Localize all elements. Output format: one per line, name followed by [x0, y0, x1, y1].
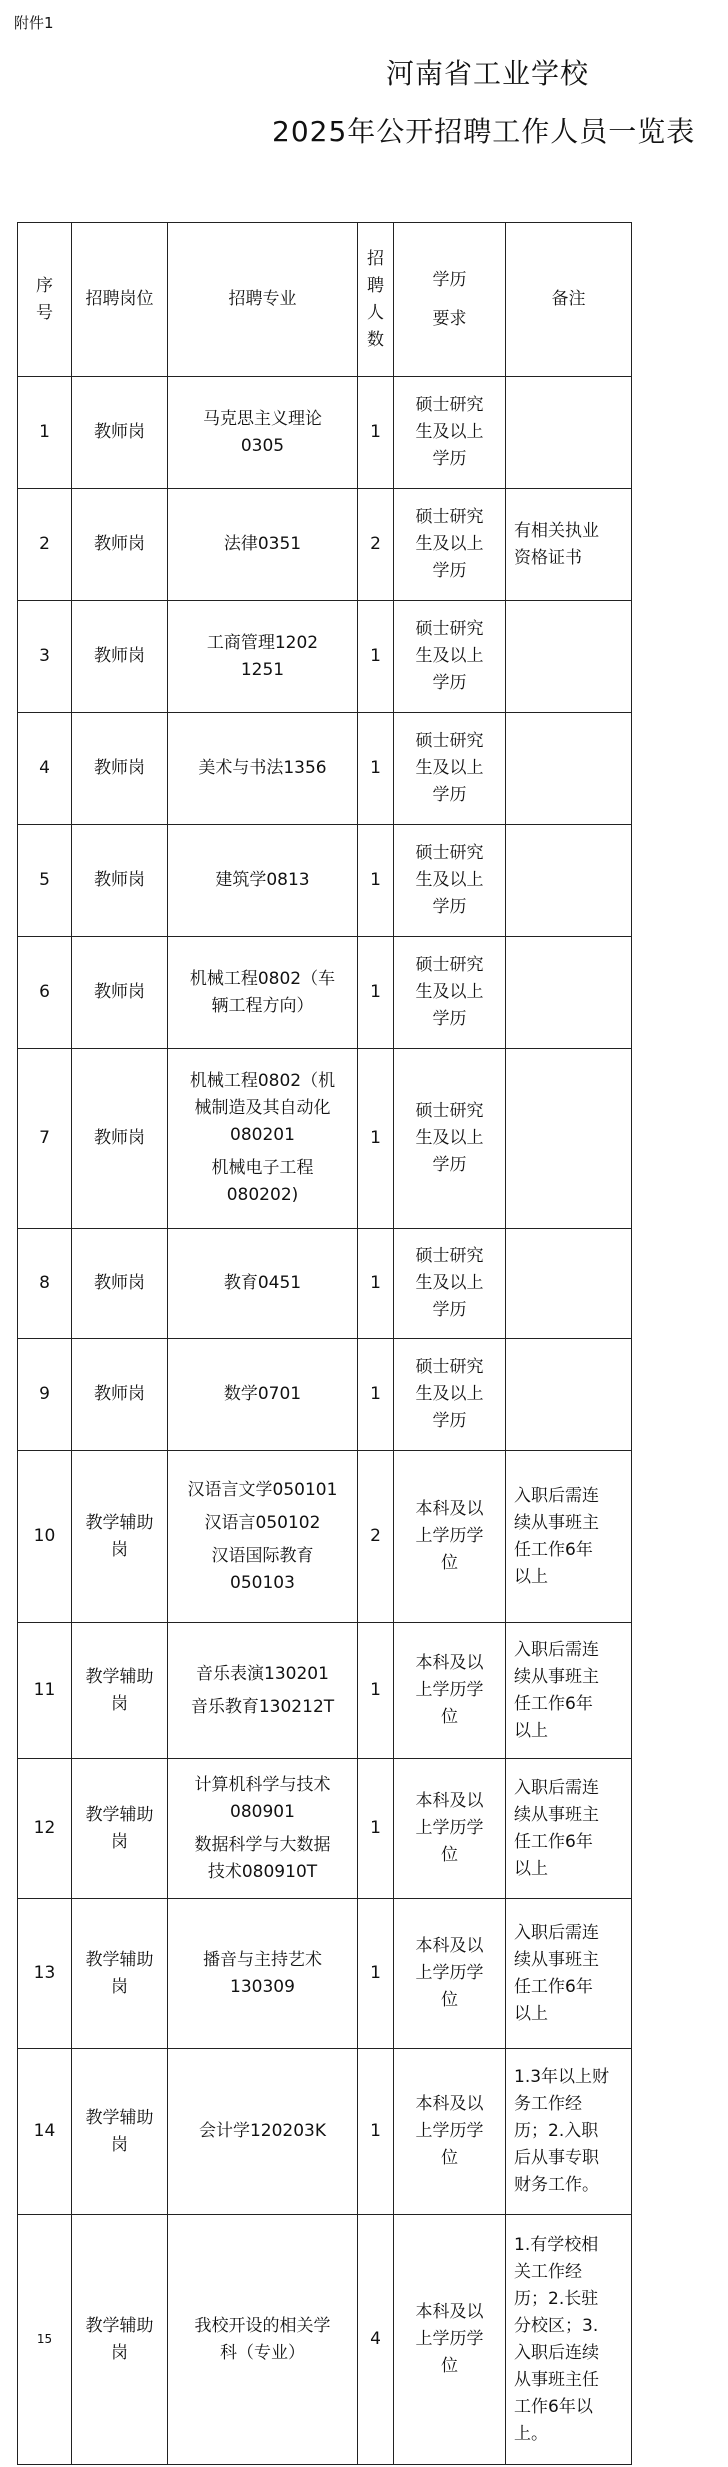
cell-education: [394, 1451, 506, 1623]
cell-education: [394, 825, 506, 937]
cell-education-line: 位: [441, 2356, 458, 2376]
cell-major: [168, 1623, 358, 1759]
cell-remarks: [506, 377, 632, 489]
cell-education: [394, 1759, 506, 1899]
table-row: [18, 1899, 632, 2049]
cell-count: 1: [358, 825, 394, 937]
header-remarks: 备注: [506, 223, 632, 377]
table-row: [18, 1451, 632, 1623]
cell-position: [72, 713, 168, 825]
cell-major: [168, 1339, 358, 1451]
cell-no: 13: [18, 1899, 72, 2049]
cell-count: 1: [358, 1899, 394, 2049]
cell-position-line: 教师岗: [94, 1384, 145, 1404]
cell-education-line: 位: [441, 1990, 458, 2010]
cell-remarks: [506, 1451, 632, 1623]
cell-position-line: 教学辅助: [85, 1949, 154, 1970]
cell-remarks-line: 入职后连续: [514, 2342, 599, 2363]
cell-education-line: 生及以上: [415, 870, 484, 890]
cell-major-line: 机械工程0802（车: [189, 968, 336, 989]
cell-education: [394, 1229, 506, 1339]
cell-remarks-line: 分校区；3.: [514, 2315, 599, 2336]
cell-remarks-line: 以上: [514, 2003, 548, 2024]
cell-major: [168, 1759, 358, 1899]
cell-major-line: 汉语言文学050101: [187, 1479, 338, 1500]
cell-remarks: [506, 825, 632, 937]
cell-major-line: 数据科学与大数据: [194, 1834, 331, 1855]
cell-remarks-line: 1.有学校相: [514, 2234, 599, 2255]
cell-education-line: 生及以上: [415, 758, 484, 778]
cell-education-line: 硕士研究: [415, 1101, 484, 1121]
cell-no: 6: [18, 937, 72, 1049]
cell-remarks-line: 1.3年以上财: [514, 2067, 610, 2087]
cell-education-line: 生及以上: [415, 646, 484, 666]
cell-education-line: 学历: [432, 1009, 467, 1029]
cell-position: [72, 1049, 168, 1229]
cell-remarks-line: 入职后需连: [514, 1485, 599, 1506]
cell-remarks-line: 续从事班主: [514, 1512, 599, 1533]
cell-major-line: 0305: [240, 435, 285, 456]
table-row: [18, 1229, 632, 1339]
cell-education: [394, 1339, 506, 1451]
cell-position: [72, 825, 168, 937]
cell-remarks-line: 有相关执业: [514, 520, 599, 541]
cell-no: 14: [18, 2049, 72, 2215]
cell-major: [168, 1899, 358, 2049]
cell-remarks: [506, 1229, 632, 1339]
cell-remarks-line: 从事班主任: [514, 2369, 599, 2390]
cell-position-line: 教师岗: [94, 870, 145, 890]
cell-position-line: 岗: [111, 2134, 128, 2155]
cell-position-line: 教师岗: [94, 1128, 145, 1148]
cell-education-line: 位: [441, 1707, 458, 1727]
cell-count: 1: [358, 1759, 394, 1899]
cell-education: [394, 1899, 506, 2049]
cell-education-line: 本科及以: [415, 1499, 484, 1519]
cell-count: 4: [358, 2215, 394, 2465]
cell-count: 1: [358, 377, 394, 489]
cell-remarks: [506, 1049, 632, 1229]
cell-education-line: 位: [441, 2148, 458, 2168]
cell-education-line: 上学历学: [415, 1818, 484, 1838]
cell-major: [168, 2049, 358, 2215]
cell-major: [168, 713, 358, 825]
cell-no: 8: [18, 1229, 72, 1339]
cell-count: 1: [358, 1623, 394, 1759]
cell-position: [72, 1759, 168, 1899]
cell-education: [394, 377, 506, 489]
cell-no: 11: [18, 1623, 72, 1759]
cell-major: [168, 1451, 358, 1623]
header-count: 招 聘 人 数: [358, 223, 394, 377]
cell-remarks-line: 历；2.入职: [514, 2121, 599, 2141]
cell-remarks-line: 任工作6年: [514, 1539, 593, 1560]
cell-major-line: 机械电子工程: [211, 1158, 314, 1178]
cell-major-line: 技术080910T: [207, 1861, 318, 1882]
cell-major-line: 辆工程方向）: [211, 995, 314, 1016]
cell-education: [394, 601, 506, 713]
cell-remarks: [506, 2049, 632, 2215]
cell-remarks-line: 历；2.长驻: [514, 2288, 599, 2309]
cell-education-line: 学历: [432, 561, 467, 581]
cell-no: 2: [18, 489, 72, 601]
cell-remarks: [506, 601, 632, 713]
cell-position-line: 教学辅助: [85, 1804, 154, 1825]
cell-no: 1: [18, 377, 72, 489]
cell-major-line: 会计学120203K: [198, 2121, 327, 2141]
cell-count: 1: [358, 1339, 394, 1451]
cell-education: [394, 1623, 506, 1759]
cell-major-line: 080202): [226, 1185, 299, 1205]
cell-education: [394, 1049, 506, 1229]
cell-no: 7: [18, 1049, 72, 1229]
cell-remarks-line: 务工作经: [514, 2094, 582, 2114]
cell-remarks-line: 续从事班主: [514, 1666, 599, 1687]
table-row: [18, 601, 632, 713]
cell-education-line: 硕士研究: [415, 507, 484, 527]
doc-title-table: 2025年公开招聘工作人员一览表: [272, 115, 696, 148]
cell-position-line: 教师岗: [94, 982, 145, 1002]
cell-remarks: [506, 937, 632, 1049]
cell-remarks-line: 财务工作。: [514, 2175, 599, 2195]
cell-education: [394, 2215, 506, 2465]
cell-major-line: 械制造及其自动化: [194, 1098, 331, 1118]
cell-education-line: 学历: [432, 785, 467, 805]
cell-major-line: 科（专业）: [220, 2342, 305, 2363]
table-row: [18, 713, 632, 825]
cell-major-line: 机械工程0802（机: [189, 1071, 336, 1091]
cell-major-line: 130309: [230, 1976, 295, 1997]
cell-position-line: 教师岗: [94, 422, 145, 442]
cell-remarks-line: 任工作6年: [514, 1693, 593, 1714]
cell-major: [168, 1049, 358, 1229]
cell-major-line: 计算机科学与技术: [194, 1774, 331, 1795]
cell-major-line: 建筑学0813: [215, 870, 310, 890]
cell-education-line: 生及以上: [415, 982, 484, 1002]
cell-count: 2: [358, 489, 394, 601]
cell-remarks-line: 入职后需连: [514, 1777, 599, 1798]
cell-education-line: 学历: [432, 449, 467, 469]
cell-position-line: 岗: [111, 1693, 128, 1714]
cell-major: [168, 1229, 358, 1339]
cell-position-line: 教师岗: [94, 534, 145, 554]
cell-education-line: 上学历学: [415, 1526, 484, 1546]
cell-remarks: [506, 713, 632, 825]
cell-education-line: 硕士研究: [415, 1357, 484, 1377]
cell-education: [394, 937, 506, 1049]
cell-remarks: [506, 1759, 632, 1899]
cell-education-line: 硕士研究: [415, 955, 484, 975]
cell-major-line: 马克思主义理论: [203, 408, 322, 429]
cell-major: [168, 377, 358, 489]
cell-no: 5: [18, 825, 72, 937]
cell-remarks-line: 资格证书: [514, 547, 582, 568]
cell-position: [72, 2215, 168, 2465]
cell-remarks: [506, 489, 632, 601]
cell-major-line: 数学0701: [223, 1384, 302, 1404]
cell-remarks-line: 以上: [514, 1566, 548, 1587]
table-row: [18, 1623, 632, 1759]
cell-count: 1: [358, 601, 394, 713]
table-body: [18, 377, 632, 2465]
cell-major: [168, 825, 358, 937]
cell-education-line: 上学历学: [415, 1680, 484, 1700]
cell-education-line: 位: [441, 1845, 458, 1865]
cell-no: 9: [18, 1339, 72, 1451]
cell-education-line: 生及以上: [415, 1273, 484, 1293]
cell-count: 1: [358, 1049, 394, 1229]
cell-position: [72, 489, 168, 601]
table-row: [18, 377, 632, 489]
cell-major-line: 我校开设的相关学: [194, 2315, 331, 2336]
cell-position-line: 岗: [111, 1976, 128, 1997]
cell-remarks: [506, 2215, 632, 2465]
cell-major-line: 音乐表演130201: [196, 1663, 329, 1684]
cell-education: [394, 489, 506, 601]
cell-no: 3: [18, 601, 72, 713]
cell-no: 4: [18, 713, 72, 825]
table-row: [18, 2215, 632, 2465]
cell-position: [72, 377, 168, 489]
cell-position-line: 岗: [111, 1539, 128, 1560]
cell-remarks-line: 续从事班主: [514, 1949, 599, 1970]
cell-major: [168, 489, 358, 601]
cell-position-line: 教学辅助: [85, 1512, 154, 1533]
cell-position-line: 教学辅助: [85, 2107, 154, 2128]
table-row: [18, 1759, 632, 1899]
cell-major-line: 汉语言050102: [204, 1512, 321, 1533]
cell-education-line: 上学历学: [415, 2121, 484, 2141]
cell-major-line: 汉语国际教育: [211, 1545, 314, 1566]
cell-major-line: 教育0451: [223, 1273, 302, 1293]
cell-major-line: 音乐教育130212T: [190, 1696, 335, 1717]
annex-label: 附件1: [14, 14, 54, 32]
cell-position-line: 岗: [111, 1831, 128, 1852]
cell-position: [72, 1339, 168, 1451]
cell-major-line: 050103: [230, 1572, 295, 1593]
cell-remarks: [506, 1899, 632, 2049]
cell-remarks-line: 工作6年以: [514, 2396, 593, 2417]
cell-major-line: 播音与主持艺术: [203, 1949, 322, 1970]
cell-education-line: 位: [441, 1553, 458, 1573]
cell-count: 2: [358, 1451, 394, 1623]
cell-education-line: 硕士研究: [415, 731, 484, 751]
cell-education-line: 本科及以: [415, 1936, 484, 1956]
cell-remarks: [506, 1623, 632, 1759]
recruitment-table: [17, 222, 632, 2465]
cell-remarks-line: 入职后需连: [514, 1639, 599, 1660]
cell-position-line: 教师岗: [94, 646, 145, 666]
cell-education-line: 生及以上: [415, 1384, 484, 1404]
cell-major-line: 工商管理1202: [206, 632, 319, 653]
cell-major: [168, 937, 358, 1049]
table-row: [18, 2049, 632, 2215]
cell-education-line: 本科及以: [415, 1791, 484, 1811]
cell-major-line: 080901: [230, 1801, 295, 1822]
header-no: 序 号: [18, 223, 72, 377]
cell-education-line: 硕士研究: [415, 843, 484, 863]
cell-position: [72, 937, 168, 1049]
cell-major: [168, 601, 358, 713]
cell-education-line: 本科及以: [415, 1653, 484, 1673]
cell-position: [72, 1899, 168, 2049]
table-row: [18, 825, 632, 937]
cell-position-line: 教师岗: [94, 1273, 145, 1293]
cell-position: [72, 1451, 168, 1623]
cell-education-line: 本科及以: [415, 2302, 484, 2322]
cell-education-line: 学历: [432, 673, 467, 693]
cell-position: [72, 2049, 168, 2215]
cell-no: 15: [18, 2215, 72, 2465]
cell-remarks: [506, 1339, 632, 1451]
cell-remarks-line: 以上: [514, 1858, 548, 1879]
cell-education-line: 上学历学: [415, 2329, 484, 2349]
doc-title-school: 河南省工业学校: [386, 57, 590, 90]
cell-education-line: 硕士研究: [415, 619, 484, 639]
cell-count: 1: [358, 713, 394, 825]
cell-position: [72, 601, 168, 713]
cell-count: 1: [358, 1229, 394, 1339]
table-row: [18, 489, 632, 601]
cell-major-line: 080201: [230, 1125, 295, 1145]
table-row: [18, 1049, 632, 1229]
table-row: [18, 937, 632, 1049]
header-education: 学历 要求: [394, 223, 506, 377]
cell-no: 12: [18, 1759, 72, 1899]
cell-remarks-line: 关工作经: [514, 2261, 582, 2282]
cell-position-line: 教师岗: [94, 758, 145, 778]
cell-remarks-line: 后从事专职: [514, 2148, 599, 2168]
cell-education-line: 学历: [432, 897, 467, 917]
cell-major-line: 法律0351: [223, 534, 302, 554]
cell-major-line: 美术与书法1356: [198, 758, 327, 778]
cell-education-line: 硕士研究: [415, 1246, 484, 1266]
cell-position-line: 教学辅助: [85, 2315, 154, 2336]
cell-education-line: 学历: [432, 1300, 467, 1320]
cell-education-line: 生及以上: [415, 1128, 484, 1148]
cell-education: [394, 713, 506, 825]
cell-count: 1: [358, 2049, 394, 2215]
cell-remarks-line: 入职后需连: [514, 1922, 599, 1943]
cell-position: [72, 1229, 168, 1339]
cell-position-line: 岗: [111, 2342, 128, 2363]
cell-education-line: 学历: [432, 1411, 467, 1431]
cell-education-line: 硕士研究: [415, 395, 484, 415]
cell-remarks-line: 上。: [514, 2423, 548, 2444]
cell-education-line: 上学历学: [415, 1963, 484, 1983]
cell-remarks-line: 以上: [514, 1720, 548, 1741]
cell-education-line: 本科及以: [415, 2094, 484, 2114]
cell-position-line: 教学辅助: [85, 1666, 154, 1687]
header-major: 招聘专业: [168, 223, 358, 377]
cell-education-line: 生及以上: [415, 422, 484, 442]
cell-count: 1: [358, 937, 394, 1049]
cell-remarks-line: 续从事班主: [514, 1804, 599, 1825]
cell-education-line: 生及以上: [415, 534, 484, 554]
cell-education-line: 学历: [432, 1155, 467, 1175]
table-row: [18, 1339, 632, 1451]
header-row: [18, 223, 632, 377]
cell-major: [168, 2215, 358, 2465]
cell-remarks-line: 任工作6年: [514, 1976, 593, 1997]
cell-no: 10: [18, 1451, 72, 1623]
header-position: 招聘岗位: [72, 223, 168, 377]
cell-remarks-line: 任工作6年: [514, 1831, 593, 1852]
cell-position: [72, 1623, 168, 1759]
cell-major-line: 1251: [240, 659, 285, 680]
cell-education: [394, 2049, 506, 2215]
